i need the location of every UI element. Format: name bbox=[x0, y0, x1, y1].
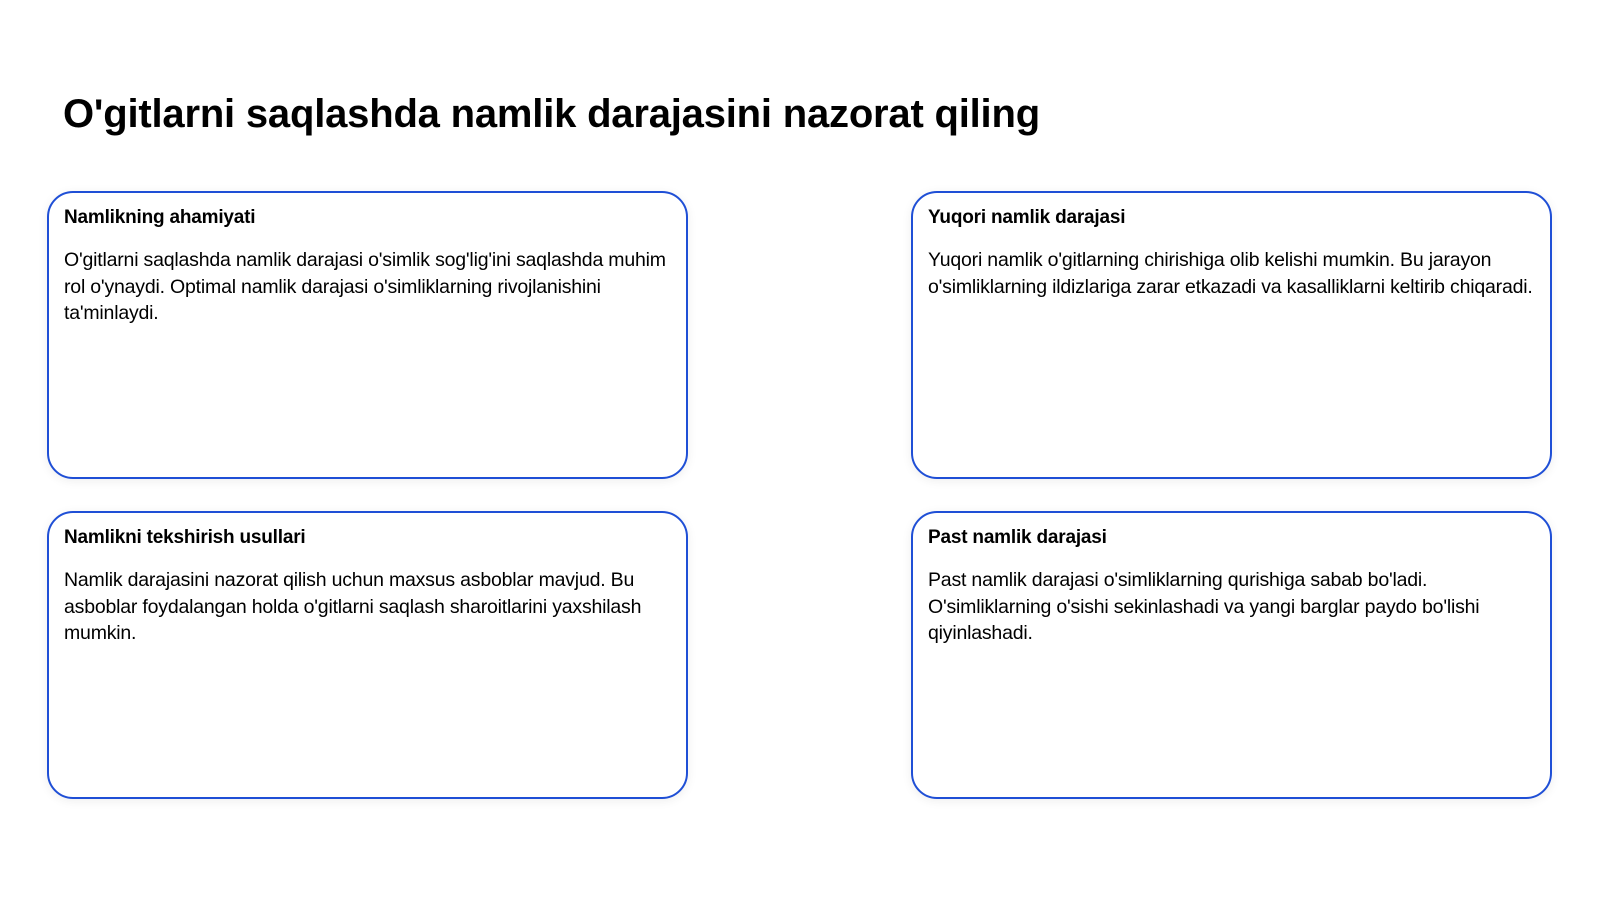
card-moisture-importance bbox=[47, 191, 688, 479]
card-body: Past namlik darajasi o'simliklarning qurishiga sabab bo'ladi. O'simliklarning o'sishi sekinlashadi va yangi barglar paydo bo'lishi qiyinlashadi. bbox=[928, 569, 1480, 644]
card-body: Yuqori namlik o'gitlarning chirishiga olib kelishi mumkin. Bu jarayon o'simliklarning ildizlariga zarar etkazadi va kasalliklarni keltirib chiqaradi. bbox=[928, 249, 1533, 298]
card-body: O'gitlarni saqlashda namlik darajasi o'simlik sog'lig'ini saqlashda muhim rol o'ynaydi. Optimal namlik darajasi o'simliklarning rivojlanishini ta'minlaydi. bbox=[64, 249, 666, 324]
card-heading: Namlikni tekshirish usullari bbox=[64, 527, 306, 548]
card-moisture-check-methods bbox=[47, 511, 688, 799]
slide-title: O'gitlarni saqlashda namlik darajasini nazorat qiling bbox=[63, 92, 1040, 136]
card-body: Namlik darajasini nazorat qilish uchun maxsus asboblar mavjud. Bu asboblar foydalangan holda o'gitlarni saqlash sharoitlarini yaxshilash mumkin. bbox=[64, 569, 642, 644]
card-low-moisture bbox=[911, 511, 1552, 799]
card-heading: Yuqori namlik darajasi bbox=[928, 207, 1126, 228]
card-heading: Namlikning ahamiyati bbox=[64, 207, 256, 228]
card-heading: Past namlik darajasi bbox=[928, 527, 1107, 548]
card-high-moisture bbox=[911, 191, 1552, 479]
